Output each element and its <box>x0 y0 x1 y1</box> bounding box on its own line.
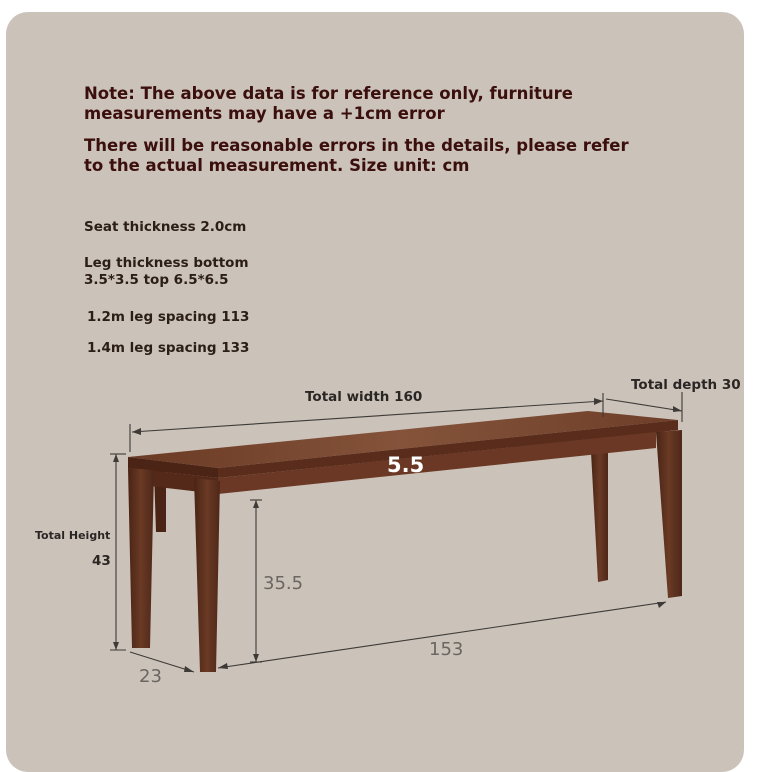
front-left-corner-leg <box>128 468 154 648</box>
back-right-leg <box>591 450 608 582</box>
note-line-1: Note: The above data is for reference only, furniture <box>84 84 573 103</box>
total-depth-label: Total depth 30 <box>631 377 741 393</box>
spec-seat-thickness: Seat thickness 2.0cm <box>84 219 247 235</box>
note-line-4: to the actual measurement. Size unit: cm <box>84 156 470 175</box>
note-line-2: measurements may have a +1cm error <box>84 104 445 123</box>
spec-leg-thickness-line1: Leg thickness bottom <box>84 255 249 271</box>
leg-depth-label: 23 <box>139 666 162 687</box>
spec-leg-spacing-14: 1.4m leg spacing 133 <box>87 340 250 356</box>
front-left-leg <box>194 478 220 672</box>
depth-dimension-line <box>606 399 682 411</box>
total-height-value: 43 <box>92 553 111 569</box>
front-right-leg <box>656 430 682 598</box>
inner-height-label: 35.5 <box>263 573 304 594</box>
note-line-3: There will be reasonable errors in the details, please refer <box>84 136 629 155</box>
total-height-label: Total Height <box>35 529 111 542</box>
seat-edge-label: 5.5 <box>387 453 425 477</box>
total-width-label: Total width 160 <box>305 389 423 405</box>
product-dimension-card <box>6 12 744 772</box>
spec-leg-spacing-12: 1.2m leg spacing 113 <box>87 309 250 325</box>
spec-leg-thickness-line2: 3.5*3.5 top 6.5*6.5 <box>84 272 229 288</box>
leg-spacing-label: 153 <box>429 639 464 660</box>
